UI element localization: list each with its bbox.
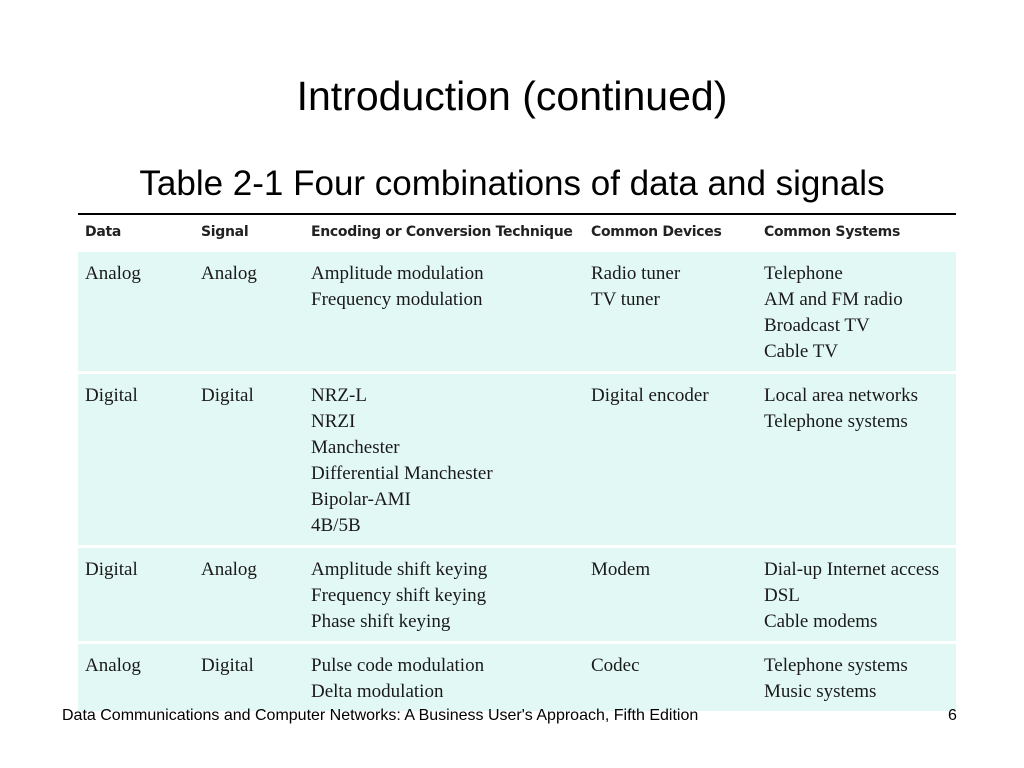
cell-devices [584, 547, 757, 643]
table-row [78, 250, 956, 373]
cell-line: Amplitude shift keying [311, 559, 488, 580]
cell-line: Delta modulation [311, 681, 444, 702]
cell-systems [757, 250, 956, 373]
cell-signal [194, 373, 304, 547]
combinations-table [78, 215, 956, 711]
cell-line: Pulse code modulation [311, 655, 485, 676]
data-signal-table [78, 213, 956, 711]
cell-line: Phase shift keying [311, 611, 451, 632]
cell-line: Bipolar-AMI [311, 489, 411, 510]
cell-line: Cable modems [764, 611, 878, 632]
header-technique: Encoding or Conversion Technique [304, 215, 584, 250]
cell-signal [194, 547, 304, 643]
cell-line: Digital [201, 655, 254, 676]
cell-line: DSL [764, 585, 800, 606]
cell-technique [304, 547, 584, 643]
cell-line: Telephone systems [764, 411, 908, 432]
cell-line: Analog [85, 655, 141, 676]
cell-systems [757, 547, 956, 643]
cell-line: Dial-up Internet access [764, 559, 940, 580]
cell-line: Analog [85, 263, 141, 284]
footer-text: Data Communications and Computer Networks: A Business User's Approach, Fifth Edition [62, 707, 699, 724]
cell-devices [584, 373, 757, 547]
header-systems: Common Systems [757, 215, 956, 250]
cell-line: Manchester [311, 437, 400, 458]
cell-devices [584, 643, 757, 712]
cell-line: Telephone systems [764, 655, 908, 676]
cell-line: NRZI [311, 411, 356, 432]
cell-line: Cable TV [764, 341, 839, 362]
table-row [78, 547, 956, 643]
table-header-row [78, 215, 956, 250]
cell-systems [757, 643, 956, 712]
cell-line: Digital [85, 385, 138, 406]
cell-line: Frequency shift keying [311, 585, 487, 606]
cell-line: Amplitude modulation [311, 263, 484, 284]
cell-line: TV tuner [591, 289, 660, 310]
cell-line: Music systems [764, 681, 877, 702]
cell-line: Digital [85, 559, 138, 580]
cell-line: Analog [201, 263, 257, 284]
cell-technique [304, 643, 584, 712]
cell-systems [757, 373, 956, 547]
cell-line: Modem [591, 559, 651, 580]
header-devices: Common Devices [584, 215, 757, 250]
cell-line: 4B/5B [311, 515, 361, 536]
cell-data [78, 373, 194, 547]
cell-line: Digital encoder [591, 385, 709, 406]
page-number: 6 [948, 707, 957, 724]
cell-line: Frequency modulation [311, 289, 483, 310]
cell-data [78, 547, 194, 643]
cell-line: Broadcast TV [764, 315, 870, 336]
cell-line: Telephone [764, 263, 843, 284]
cell-devices [584, 250, 757, 373]
header-signal: Signal [194, 215, 304, 250]
table-row [78, 373, 956, 547]
cell-signal [194, 643, 304, 712]
cell-signal [194, 250, 304, 373]
cell-line: Codec [591, 655, 640, 676]
cell-line: AM and FM radio [764, 289, 903, 310]
cell-line: Digital [201, 385, 254, 406]
table-row [78, 643, 956, 712]
cell-line: Local area networks [764, 385, 919, 406]
cell-line: Analog [201, 559, 257, 580]
cell-line: Radio tuner [591, 263, 681, 284]
table-caption: Table 2-1 Four combinations of data and signals [139, 164, 885, 203]
cell-line: Differential Manchester [311, 463, 493, 484]
slide-title: Introduction (continued) [296, 73, 728, 119]
cell-technique [304, 373, 584, 547]
cell-line: NRZ-L [311, 385, 367, 406]
cell-data [78, 250, 194, 373]
cell-data [78, 643, 194, 712]
header-data: Data [78, 215, 194, 250]
cell-technique [304, 250, 584, 373]
